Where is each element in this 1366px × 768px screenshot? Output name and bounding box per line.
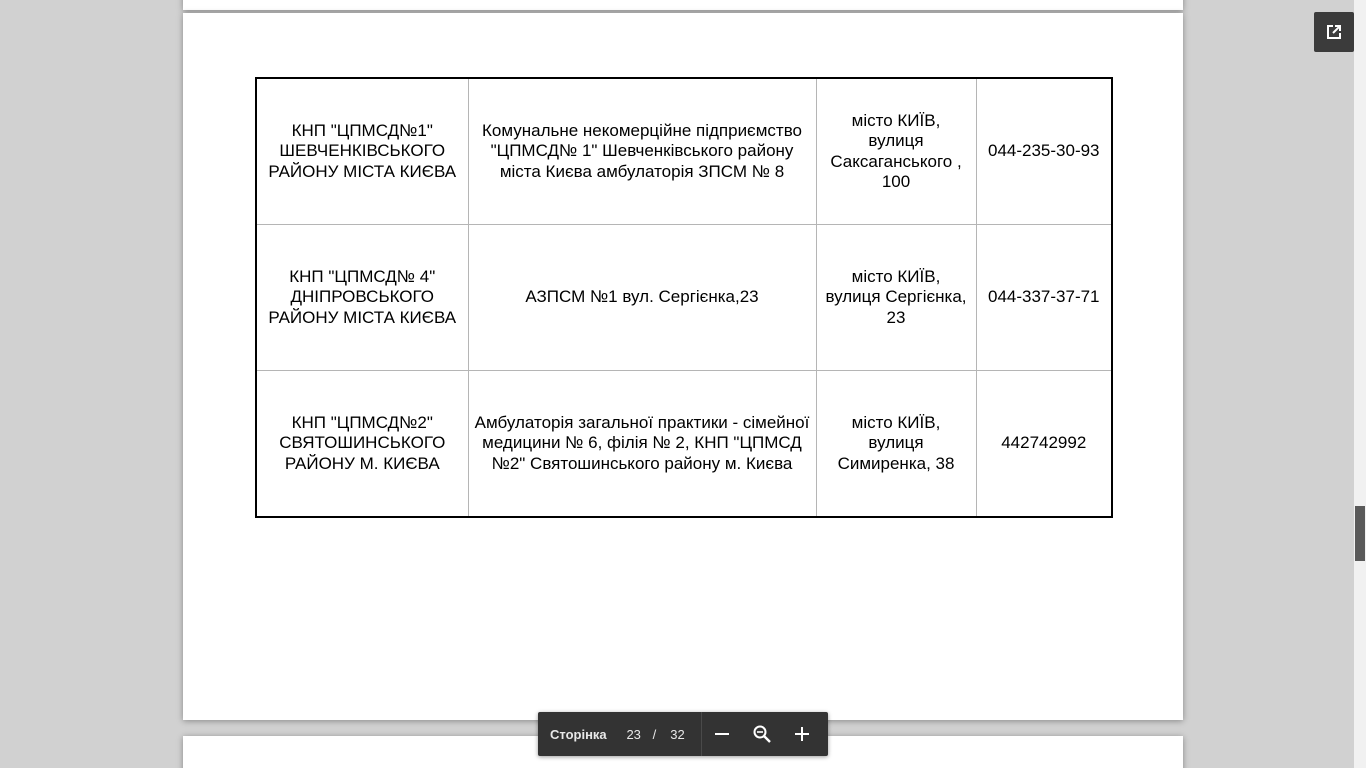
minus-icon bbox=[714, 726, 730, 742]
zoom-in-button[interactable] bbox=[782, 712, 822, 756]
organization-cell: КНП "ЦПМСД№1" ШЕВЧЕНКІВСЬКОГО РАЙОНУ МІСТА КИЄВА bbox=[256, 78, 468, 225]
address-cell: місто КИЇВ, вулиця Саксаганського , 100 bbox=[816, 78, 976, 225]
total-pages: 32 bbox=[670, 726, 685, 742]
facility-cell: Амбулаторія загальної практики - сімейної медицини № 6, філія № 2, КНП "ЦПМСД №2" Святошинського району м. Києва bbox=[468, 371, 816, 518]
open-in-new-window-button[interactable] bbox=[1314, 12, 1354, 52]
page-label: Сторінка bbox=[550, 726, 607, 742]
page-separator: / bbox=[652, 726, 657, 742]
magnifier-icon bbox=[752, 724, 772, 744]
phone-cell: 044-337-37-71 bbox=[976, 225, 1112, 371]
plus-icon bbox=[794, 726, 810, 742]
current-page-input[interactable]: 23 bbox=[626, 726, 641, 742]
zoom-reset-button[interactable] bbox=[742, 712, 782, 756]
facilities-table bbox=[255, 77, 1113, 518]
phone-cell: 442742992 bbox=[976, 371, 1112, 518]
zoom-out-button[interactable] bbox=[702, 712, 742, 756]
open-in-new-icon bbox=[1324, 22, 1344, 42]
vertical-scrollbar[interactable] bbox=[1354, 0, 1366, 768]
organization-cell: КНП "ЦПМСД№2" СВЯТОШИНСЬКОГО РАЙОНУ М. КИЄВА bbox=[256, 371, 468, 518]
page-toolbar bbox=[538, 712, 828, 756]
address-cell: місто КИЇВ, вулиця Симиренка, 38 bbox=[816, 371, 976, 518]
scrollbar-thumb[interactable] bbox=[1355, 506, 1365, 561]
facility-cell: АЗПСМ №1 вул. Сергієнка,23 bbox=[468, 225, 816, 371]
table-row bbox=[256, 371, 1112, 518]
table-row bbox=[256, 225, 1112, 371]
table-row bbox=[256, 78, 1112, 225]
facility-cell: Комунальне некомерційне підприємство "ЦПМСД№ 1" Шевченківського району міста Києва амбулаторія ЗПСМ № 8 bbox=[468, 78, 816, 225]
previous-page bbox=[183, 0, 1183, 10]
organization-cell: КНП "ЦПМСД№ 4" ДНІПРОВСЬКОГО РАЙОНУ МІСТА КИЄВА bbox=[256, 225, 468, 371]
address-cell: місто КИЇВ, вулиця Сергієнка, 23 bbox=[816, 225, 976, 371]
phone-cell: 044-235-30-93 bbox=[976, 78, 1112, 225]
document-page bbox=[183, 13, 1183, 720]
